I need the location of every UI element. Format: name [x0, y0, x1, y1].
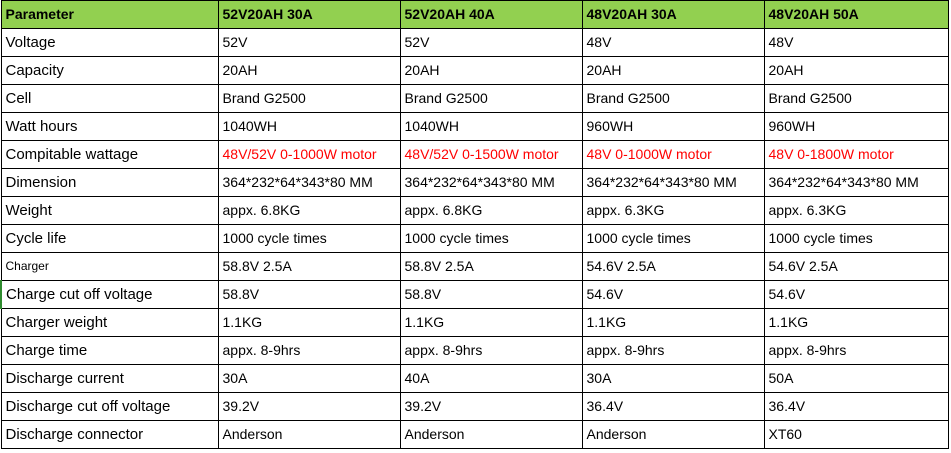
- header-cell-parameter[interactable]: Parameter: [1, 1, 218, 29]
- table-row: [1, 113, 948, 141]
- table-cell[interactable]: appx. 8-9hrs: [582, 337, 764, 365]
- table-row: [1, 169, 948, 197]
- table-cell[interactable]: 52V: [218, 29, 400, 57]
- table-row: [1, 253, 948, 281]
- row-label-compitable-wattage[interactable]: Compitable wattage: [1, 141, 218, 169]
- table-cell[interactable]: 39.2V: [400, 393, 582, 421]
- table-cell[interactable]: Brand G2500: [400, 85, 582, 113]
- table-cell[interactable]: appx. 8-9hrs: [400, 337, 582, 365]
- table-row: [1, 365, 948, 393]
- row-label-weight[interactable]: Weight: [1, 197, 218, 225]
- table-row: [1, 85, 948, 113]
- table-cell[interactable]: 40A: [400, 365, 582, 393]
- header-row: [1, 1, 948, 29]
- table-row: [1, 225, 948, 253]
- table-cell[interactable]: 48V/52V 0-1000W motor: [218, 141, 400, 169]
- table-cell[interactable]: 20AH: [764, 57, 948, 85]
- table-cell[interactable]: 1.1KG: [764, 309, 948, 337]
- table-cell[interactable]: appx. 6.3KG: [764, 197, 948, 225]
- table-row: [1, 309, 948, 337]
- table-cell[interactable]: 960WH: [582, 113, 764, 141]
- table-cell[interactable]: 54.6V 2.5A: [764, 253, 948, 281]
- row-label-charge-cut-off-voltage[interactable]: Charge cut off voltage: [1, 281, 218, 309]
- table-cell[interactable]: 50A: [764, 365, 948, 393]
- row-label-discharge-connector[interactable]: Discharge connector: [1, 421, 218, 449]
- table-cell[interactable]: 1.1KG: [400, 309, 582, 337]
- table-cell[interactable]: 39.2V: [218, 393, 400, 421]
- row-label-charge-time[interactable]: Charge time: [1, 337, 218, 365]
- table-cell[interactable]: Anderson: [400, 421, 582, 449]
- table-cell[interactable]: XT60: [764, 421, 948, 449]
- table-row: [1, 197, 948, 225]
- table-cell[interactable]: 1040WH: [218, 113, 400, 141]
- table-cell[interactable]: Anderson: [582, 421, 764, 449]
- table-cell[interactable]: 30A: [218, 365, 400, 393]
- table-cell[interactable]: 960WH: [764, 113, 948, 141]
- table-cell[interactable]: appx. 6.8KG: [400, 197, 582, 225]
- table-cell[interactable]: 1000 cycle times: [218, 225, 400, 253]
- table-cell[interactable]: 48V/52V 0-1500W motor: [400, 141, 582, 169]
- table-cell[interactable]: 58.8V 2.5A: [218, 253, 400, 281]
- table-cell[interactable]: 1040WH: [400, 113, 582, 141]
- table-cell[interactable]: 58.8V: [400, 281, 582, 309]
- table-cell[interactable]: 58.8V 2.5A: [400, 253, 582, 281]
- table-cell[interactable]: 364*232*64*343*80 MM: [582, 169, 764, 197]
- table-row: [1, 281, 948, 309]
- row-label-watt-hours[interactable]: Watt hours: [1, 113, 218, 141]
- table-row: [1, 29, 948, 57]
- row-label-dimension[interactable]: Dimension: [1, 169, 218, 197]
- table-cell[interactable]: appx. 6.8KG: [218, 197, 400, 225]
- row-label-cell[interactable]: Cell: [1, 85, 218, 113]
- table-cell[interactable]: 1000 cycle times: [582, 225, 764, 253]
- table-cell[interactable]: 36.4V: [764, 393, 948, 421]
- table-cell[interactable]: Brand G2500: [218, 85, 400, 113]
- row-label-charger[interactable]: Charger: [1, 253, 218, 281]
- table-cell[interactable]: 30A: [582, 365, 764, 393]
- table-cell[interactable]: 54.6V: [764, 281, 948, 309]
- table-cell[interactable]: appx. 8-9hrs: [218, 337, 400, 365]
- table-cell[interactable]: 20AH: [218, 57, 400, 85]
- row-label-discharge-cut-off-voltage[interactable]: Discharge cut off voltage: [1, 393, 218, 421]
- header-cell-52v20ah-40a[interactable]: 52V20AH 40A: [400, 1, 582, 29]
- table-cell[interactable]: 48V: [764, 29, 948, 57]
- table-cell[interactable]: 20AH: [582, 57, 764, 85]
- table-cell[interactable]: Brand G2500: [582, 85, 764, 113]
- table-cell[interactable]: 1000 cycle times: [400, 225, 582, 253]
- table-cell[interactable]: 20AH: [400, 57, 582, 85]
- row-label-voltage[interactable]: Voltage: [1, 29, 218, 57]
- table-row: [1, 141, 948, 169]
- table-cell[interactable]: 48V 0-1800W motor: [764, 141, 948, 169]
- table-row: [1, 421, 948, 449]
- row-label-capacity[interactable]: Capacity: [1, 57, 218, 85]
- table-cell[interactable]: 1.1KG: [218, 309, 400, 337]
- table-cell[interactable]: 48V: [582, 29, 764, 57]
- table-cell[interactable]: appx. 6.3KG: [582, 197, 764, 225]
- table-cell[interactable]: 364*232*64*343*80 MM: [764, 169, 948, 197]
- table-cell[interactable]: 54.6V 2.5A: [582, 253, 764, 281]
- table-cell[interactable]: Brand G2500: [764, 85, 948, 113]
- table-cell[interactable]: 58.8V: [218, 281, 400, 309]
- table-row: [1, 57, 948, 85]
- table-row: [1, 393, 948, 421]
- row-label-discharge-current[interactable]: Discharge current: [1, 365, 218, 393]
- table-cell[interactable]: 1000 cycle times: [764, 225, 948, 253]
- table-cell[interactable]: appx. 8-9hrs: [764, 337, 948, 365]
- table-cell[interactable]: 36.4V: [582, 393, 764, 421]
- table-row: [1, 337, 948, 365]
- header-cell-48v20ah-30a[interactable]: 48V20AH 30A: [582, 1, 764, 29]
- row-label-charger-weight[interactable]: Charger weight: [1, 309, 218, 337]
- table-cell[interactable]: 364*232*64*343*80 MM: [400, 169, 582, 197]
- table-cell[interactable]: 54.6V: [582, 281, 764, 309]
- table-cell[interactable]: Anderson: [218, 421, 400, 449]
- table-cell[interactable]: 48V 0-1000W motor: [582, 141, 764, 169]
- table-cell[interactable]: 1.1KG: [582, 309, 764, 337]
- table-cell[interactable]: 364*232*64*343*80 MM: [218, 169, 400, 197]
- header-cell-48v20ah-50a[interactable]: 48V20AH 50A: [764, 1, 948, 29]
- table-cell[interactable]: 52V: [400, 29, 582, 57]
- header-cell-52v20ah-30a[interactable]: 52V20AH 30A: [218, 1, 400, 29]
- row-label-cycle-life[interactable]: Cycle life: [1, 225, 218, 253]
